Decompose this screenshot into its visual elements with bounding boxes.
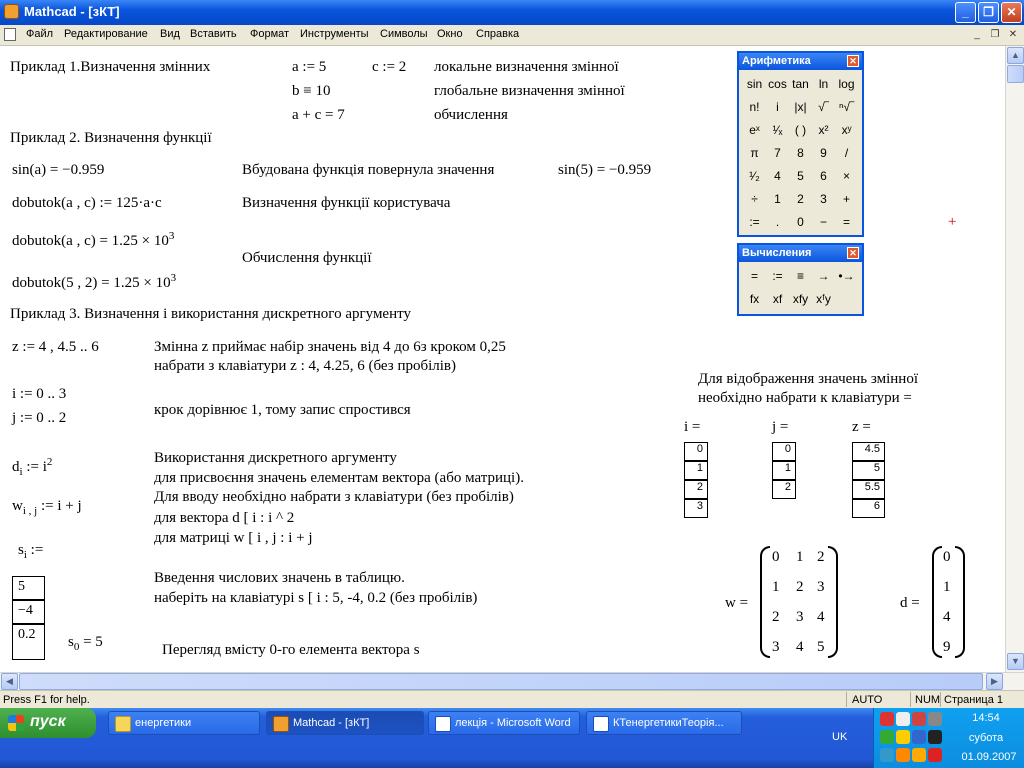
eval-button-xf[interactable]: xf [772,292,783,306]
palette-button-square[interactable]: x² [818,123,829,137]
z-eval-label[interactable]: z = [852,419,871,435]
d-cell: 1 [943,579,951,595]
j-range-def[interactable]: j := 0 .. 2 [12,410,67,426]
menu-window[interactable]: Окно [437,28,463,40]
arithmetic-palette-title: Арифметика [742,55,811,67]
w-eval-label[interactable]: w = [725,595,749,611]
start-button[interactable] [0,708,96,738]
start-label: пуск [30,713,66,730]
palette-button-2[interactable]: 2 [797,192,804,206]
word-document-icon [435,716,451,732]
status-help-text: Press F1 for help. [3,694,90,706]
eval-button-xfy[interactable]: xfy [792,292,809,306]
s-table-cell-2[interactable]: 0.2 [12,624,45,660]
menu-edit[interactable]: Редактирование [64,28,148,40]
language-indicator[interactable]: UK [832,731,848,743]
palette-button-power[interactable]: xʸ [841,123,852,137]
taskbar-item-mathcad[interactable] [266,711,424,735]
assign-c[interactable]: c := 2 [372,59,407,75]
global-def-text: глобальне визначення змінної [434,83,625,99]
j-eval-label[interactable]: j = [772,419,789,435]
d-cell: 4 [943,609,951,625]
close-button[interactable] [1001,2,1022,23]
tray-app-icon[interactable] [912,748,926,762]
func-eval-2[interactable]: dobutok(5 , $2) = 1.25 \times 10^3$ [12,272,177,291]
w-cell: 4 [817,609,825,625]
tray-app-icon[interactable] [896,748,910,762]
sum-eval[interactable]: a + c = 7 [292,107,345,123]
display-desc-2: необхідно набрати к клавіатури = [698,390,912,406]
tray-app-icon[interactable] [928,748,942,762]
j-value-2: 2 [772,480,796,499]
disc-desc-5: для матриці w [ i , j : i + j [154,530,313,546]
w-cell: 2 [772,609,780,625]
sin-eval[interactable]: sin(a) = −0.959 [12,162,105,178]
status-page: Страница 1 [944,694,1004,706]
close-icon: ✕ [1006,5,1017,19]
menu-view[interactable]: Вид [160,28,180,40]
tray-network-icon[interactable] [896,712,910,726]
eval-button-global[interactable]: ≡ [796,269,804,283]
doc-minimize-button[interactable]: _ [974,29,980,40]
palette-button-6[interactable]: 6 [820,169,827,183]
w-cell: 3 [772,639,780,655]
assign-a[interactable]: a := 5 [292,59,327,75]
scroll-left-icon[interactable]: ◀ [1,673,18,690]
palette-button-minus[interactable]: − [819,215,827,229]
builtin-desc: Вбудована функція повернула значення [242,162,495,178]
palette-button-fraction[interactable]: ¹⁄₂ [749,169,760,183]
tray-app-icon[interactable] [880,730,894,744]
palette-button-divide[interactable]: / [844,146,849,160]
doc-restore-button[interactable]: ❐ [990,29,1000,40]
calc-text: обчислення [434,107,508,123]
tray-app-icon[interactable] [896,730,910,744]
d-eval-label[interactable]: d = [900,595,920,611]
w-cell: 3 [817,579,825,595]
palette-button-nth-root[interactable]: ⁿ√‾ [839,100,854,114]
vertical-scrollbar[interactable] [1005,46,1024,672]
minimize-icon: _ [962,5,969,19]
w-cell: 3 [796,609,804,625]
func-eval-1[interactable]: dobutok(a , $c) = 1.25 \times 10^3$ [12,230,175,249]
palette-button-sin[interactable]: sin [746,77,763,91]
palette-button-exp[interactable]: eˣ [749,123,760,137]
w-cell: 5 [817,639,825,655]
window-title: Mathcad - [зКТ] [24,4,120,19]
taskbar-item-word-theory[interactable] [586,711,742,735]
d-def[interactable]: $d_i$ := $i^2$ [12,456,53,478]
tray-app-icon[interactable] [928,730,942,744]
palette-button-9[interactable]: 9 [820,146,827,160]
palette-button-7[interactable]: 7 [774,146,781,160]
scroll-up-icon[interactable]: ▲ [1007,47,1024,64]
menu-insert[interactable]: Вставить [190,28,237,40]
horizontal-scroll-thumb[interactable] [19,673,983,690]
j-value-1: 1 [772,461,796,480]
taskbar-item-energetics[interactable] [108,711,260,735]
i-value-1: 1 [684,461,708,480]
i-range-def[interactable]: i := 0 .. 3 [12,386,67,402]
tray-volume-icon[interactable] [928,712,942,726]
taskbar-item-label: енергетики [135,717,192,729]
palette-button-8[interactable]: 8 [797,146,804,160]
doc-close-button[interactable]: ✕ [1008,29,1018,40]
eval-button-fx[interactable]: fx [749,292,760,306]
w-cell: 4 [796,639,804,655]
w-cell: 1 [796,549,804,565]
eval-button-assign[interactable]: := [772,269,783,283]
ex2-title: Приклад 2. Визначення функції [10,130,212,146]
func-def[interactable]: dobutok(a , c) := 125·a·c [12,195,162,211]
d-cell: 0 [943,549,951,565]
tray-antivirus-icon[interactable] [880,712,894,726]
view-desc: Перегляд вмісту 0-го елемента вектора s [162,642,420,658]
arithmetic-palette [737,51,864,237]
i-value-0: 0 [684,442,708,461]
status-bar [0,690,1024,709]
global-def-b[interactable]: b ≡ 10 [292,83,331,99]
system-tray [873,708,1024,768]
func-eval-desc: Обчислення функції [242,250,372,266]
palette-button-inline-divide[interactable]: ÷ [751,192,758,206]
local-def-text: локальне визначення змінної [434,59,619,75]
insertion-cursor-icon: + [948,214,957,230]
palette-button-plus[interactable]: + [842,192,850,206]
z-desc-1: Змінна z приймає набір значень від 4 до 6з кроком 0,25 [154,339,506,355]
display-desc-1: Для відображення значень змінної [698,371,918,387]
mathcad-icon [273,716,289,732]
disc-desc-3: Для вводу необхідно набрати з клавіатури (без пробілів) [154,489,514,505]
clock-day: субота [968,732,1004,744]
document-icon[interactable] [4,28,16,41]
status-divider [846,692,847,707]
palette-button-reciprocal[interactable]: ¹⁄ₓ [772,123,783,137]
palette-close-icon[interactable]: ✕ [847,55,859,67]
horizontal-scrollbar[interactable] [0,672,1024,690]
palette-button-imaginary[interactable]: i [776,100,779,114]
palette-button-0[interactable]: 0 [797,215,804,229]
evaluation-palette [737,243,864,316]
clock-date: 01.09.2007 [961,751,1017,763]
sin5-eval[interactable]: sin(5) = −0.959 [558,162,652,178]
menu-help[interactable]: Справка [476,28,520,40]
s-table-cell-1[interactable]: −4 [12,600,45,624]
title-bar [0,0,1024,25]
z-value-0: 4.5 [852,442,885,461]
restore-icon: ❐ [983,5,994,19]
palette-button-5[interactable]: 5 [797,169,804,183]
palette-button-assign[interactable]: := [749,215,760,229]
status-divider [910,692,911,707]
table-desc-2: наберіть на клавіатурі s [ i : 5, -4, 0.2 (без пробілів) [154,590,478,606]
arithmetic-palette-header[interactable] [739,53,862,70]
disc-desc-2: для присвоєння значень елементам вектора (або матриці). [154,470,524,486]
taskbar-item-label: лекція - Microsoft Word [455,717,571,729]
word-document-icon [593,716,609,732]
scroll-right-icon[interactable]: ▶ [986,673,1003,690]
eval-button-keyword[interactable]: •→ [838,269,855,283]
tray-security-icon[interactable] [912,712,926,726]
disc-desc-4: для вектора d [ i : i ^ 2 [154,510,295,526]
menu-bar [0,25,1024,46]
palette-button-3[interactable]: 3 [820,192,827,206]
palette-button-equals[interactable]: = [842,215,850,229]
eval-button-symbolic[interactable]: → [817,269,830,283]
minimize-button[interactable] [955,2,976,23]
menu-tools[interactable]: Инструменты [300,28,369,40]
palette-button-parens[interactable]: ( ) [794,123,807,137]
eval-button-xfy-super[interactable]: xᶠy [816,292,831,306]
ex3-title: Приклад 3. Визначення і використання дискретного аргументу [10,306,411,322]
z-value-3: 6 [852,499,885,518]
clock-time[interactable]: 14:54 [972,712,1000,724]
palette-button-ln[interactable]: ln [818,77,829,91]
disc-desc-1: Використання дискретного аргументу [154,450,397,466]
z-desc-2: набрати з клавіатури z : 4, 4.25, 6 (без пробілів) [154,358,457,374]
windows-logo-icon [8,715,24,731]
palette-close-icon[interactable]: ✕ [847,247,859,259]
j-value-0: 0 [772,442,796,461]
vertical-scroll-thumb[interactable] [1007,65,1024,83]
scroll-down-icon[interactable]: ▼ [1007,653,1024,670]
z-value-1: 5 [852,461,885,480]
menu-file[interactable]: Файл [26,28,54,40]
palette-button-abs[interactable]: |x| [794,100,807,114]
folder-icon [115,716,131,732]
status-num: NUM [915,694,941,706]
func-def-desc: Визначення функції користувача [242,195,451,211]
palette-button-multiply[interactable]: × [842,169,850,183]
palette-button-factorial[interactable]: n! [749,100,760,114]
palette-button-tan[interactable]: tan [792,77,809,91]
d-cell: 9 [943,639,951,655]
menu-symbols[interactable]: Символы [380,28,428,40]
status-divider [940,692,941,707]
table-desc-1: Введення числових значень в таблицю. [154,570,405,586]
w-cell: 2 [796,579,804,595]
palette-button-dot[interactable]: . [775,215,780,229]
status-auto: AUTO [852,694,883,706]
evaluation-palette-header[interactable] [739,245,862,262]
w-cell: 2 [817,549,825,565]
maximize-button[interactable] [978,2,999,23]
palette-button-pi[interactable]: π [750,146,759,160]
d-right-paren [955,546,965,658]
z-range-def[interactable]: z := 4 , 4.5 .. 6 [12,339,99,355]
palette-button-cos[interactable]: cos [768,77,787,91]
w-left-paren [760,546,770,658]
taskbar-item-label: Mathcad - [зКТ] [293,717,370,729]
menu-format[interactable]: Формат [250,28,290,40]
d-left-paren [932,546,942,658]
tray-app-icon[interactable] [912,730,926,744]
z-value-2: 5.5 [852,480,885,499]
evaluation-palette-title: Вычисления [742,247,812,259]
palette-button-1[interactable]: 1 [774,192,781,206]
w-def[interactable]: $w_{i , j}$ := i + j [12,498,82,517]
step-desc: крок дорівнює 1, тому запис спростився [154,402,411,418]
w-right-paren [828,546,838,658]
palette-button-sqrt[interactable]: √‾ [818,100,829,114]
i-value-2: 2 [684,480,708,499]
mathcad-app-icon[interactable] [4,4,19,19]
s-table-cell-0[interactable]: 5 [12,576,45,600]
i-value-3: 3 [684,499,708,518]
palette-button-4[interactable]: 4 [774,169,781,183]
tray-app-icon[interactable] [880,748,894,762]
taskbar-item-word-lecture[interactable] [428,711,580,735]
palette-button-log[interactable]: log [838,77,855,91]
eval-button-equals[interactable]: = [750,269,758,283]
w-cell: 1 [772,579,780,595]
taskbar-item-label: КТенергетикиТеорія... [613,717,724,729]
i-eval-label[interactable]: i = [684,419,701,435]
s0-eval[interactable]: $s_0 = 5$ [68,634,103,653]
ex1-title: Приклад 1.Визначення змінних [10,59,211,75]
s-def[interactable]: $s_i$ := [18,542,44,561]
w-cell: 0 [772,549,780,565]
